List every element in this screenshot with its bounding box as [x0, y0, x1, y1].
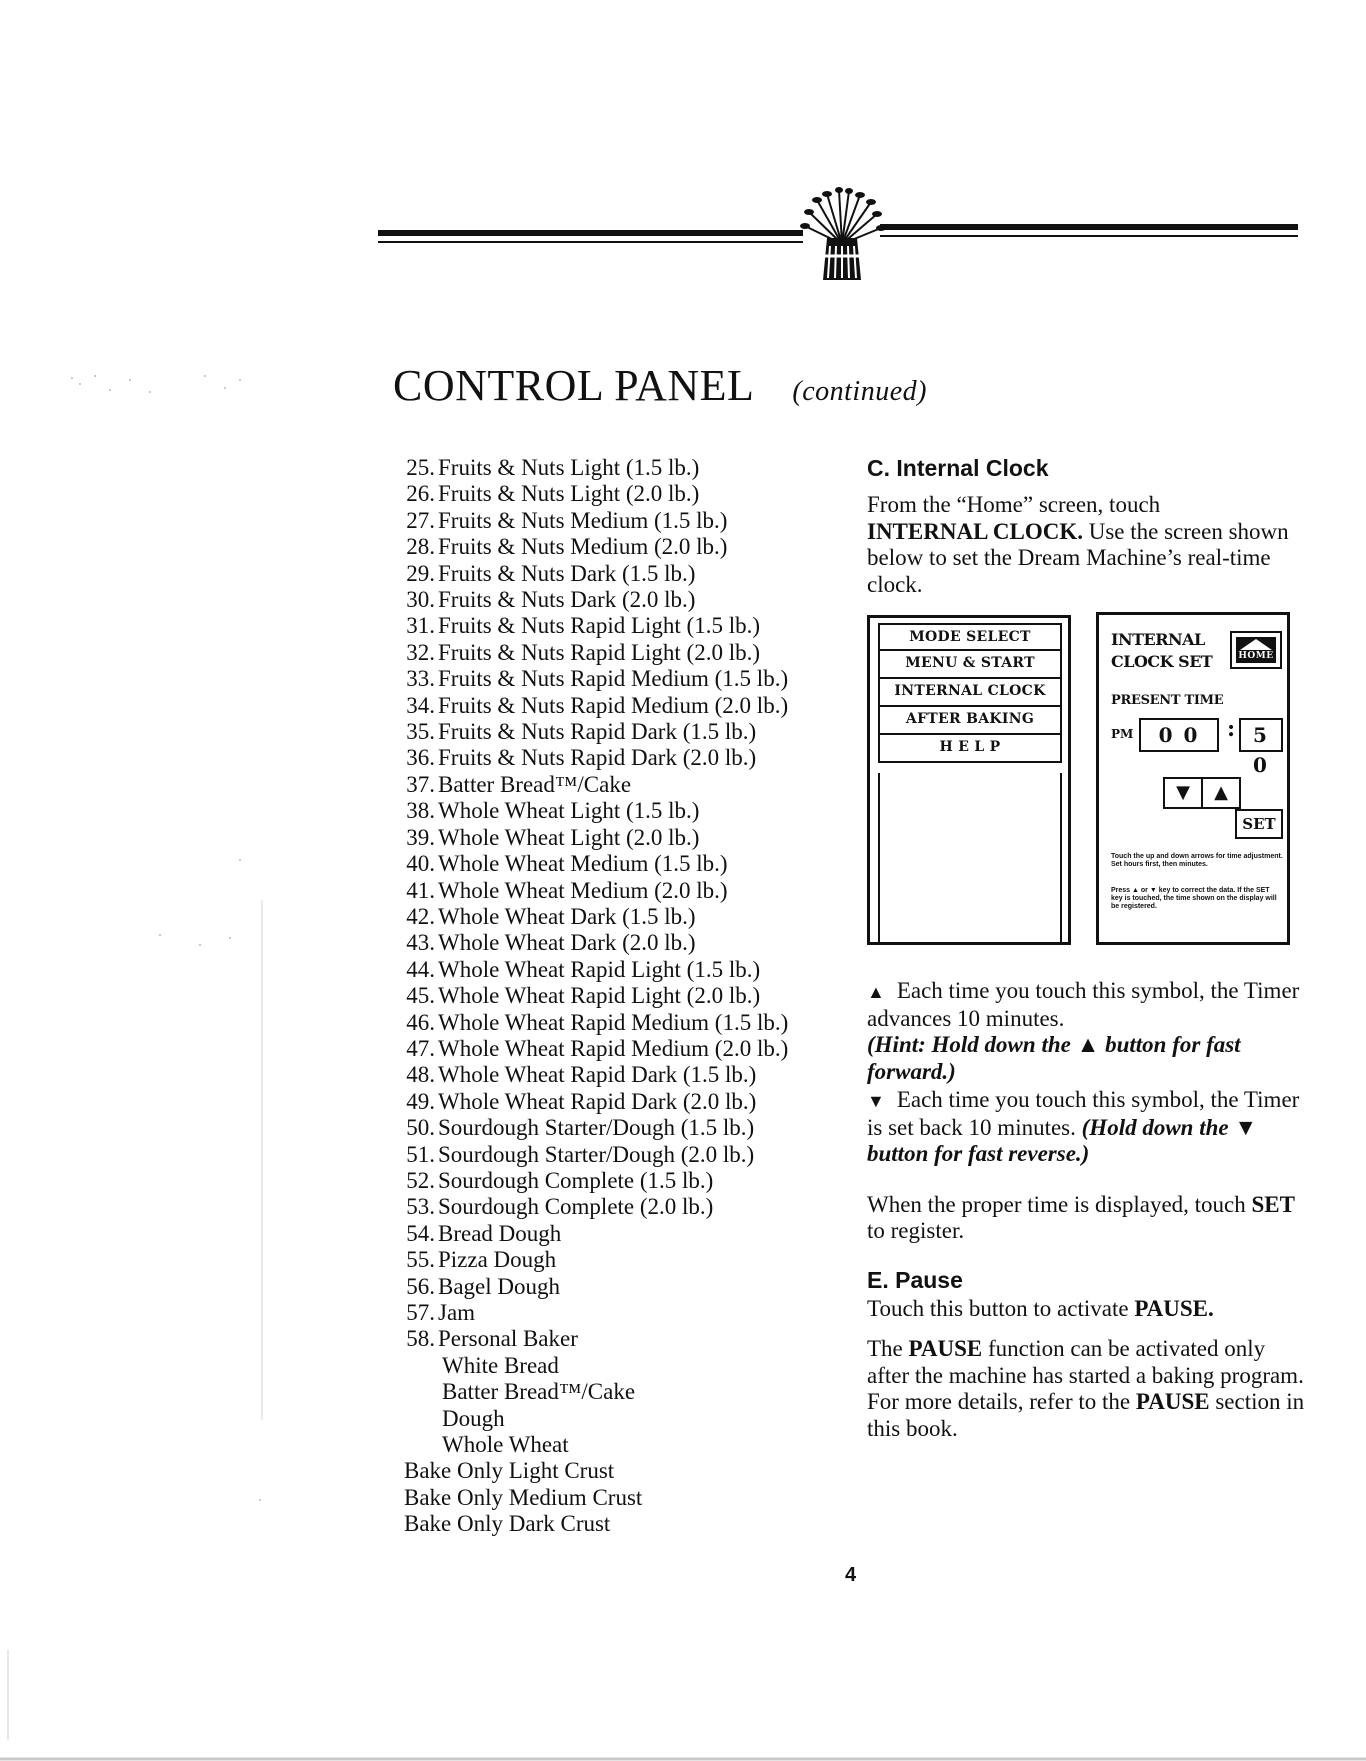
list-item-label: Fruits & Nuts Rapid Dark (2.0 lb.) — [438, 745, 757, 771]
list-item-number: 58. — [406, 1326, 435, 1352]
list-item-label: Whole Wheat Rapid Medium (2.0 lb.) — [438, 1035, 789, 1061]
list-item-label: Pizza Dough — [438, 1247, 557, 1273]
ampm-indicator: PM — [1111, 727, 1134, 741]
time-colon: : — [1227, 716, 1236, 742]
list-item-number: 57. — [406, 1300, 435, 1325]
menu-start-button[interactable]: MENU & START — [878, 651, 1062, 679]
list-item-label: Whole Wheat Rapid Light (1.5 lb.) — [438, 956, 761, 982]
list-item-number: 48. — [406, 1062, 435, 1088]
list-item-label: Fruits & Nuts Rapid Light (2.0 lb.) — [438, 639, 760, 665]
list-item-number: 54. — [406, 1220, 435, 1246]
list-item-number: 34. — [406, 692, 435, 718]
hours-display: 0 0 — [1139, 718, 1219, 752]
section-title-pause: E. Pause — [867, 1266, 963, 1293]
list-item-label: Fruits & Nuts Dark (2.0 lb.) — [438, 587, 696, 613]
list-item-label: Whole Wheat Light (2.0 lb.) — [438, 824, 700, 850]
after-baking-button[interactable]: AFTER BAKING — [878, 707, 1062, 735]
up-arrow-hint: (Hint: Hold down the ▲ button for fast forward.) — [867, 1032, 1241, 1084]
list-item: Bake Only Light Crust — [404, 1458, 615, 1484]
list-item-label: Bread Dough — [438, 1220, 562, 1246]
list-item: Dough — [442, 1405, 505, 1431]
minutes-display: 5 0 — [1239, 718, 1283, 752]
page-number: 4 — [845, 1564, 857, 1586]
page-title: CONTROL PANEL — [393, 361, 755, 410]
list-item-number: 38. — [406, 798, 435, 824]
list-item-label: Whole Wheat Dark (1.5 lb.) — [438, 903, 696, 929]
register-instruction: When the proper time is displayed, touch SET to register. — [867, 1191, 1295, 1243]
down-arrow-hint: (Hold down the ▼ button for fast reverse.) — [867, 1114, 1258, 1166]
list-item: Whole Wheat — [442, 1432, 569, 1458]
list-item-label: Sourdough Complete (1.5 lb.) — [438, 1167, 714, 1193]
present-time-label: PRESENT TIME — [1111, 693, 1224, 708]
list-item-label: Whole Wheat Light (1.5 lb.) — [438, 798, 700, 824]
list-item: Bake Only Dark Crust — [404, 1511, 611, 1537]
list-item-number: 53. — [406, 1194, 435, 1220]
list-item-label: Whole Wheat Rapid Light (2.0 lb.) — [438, 983, 761, 1009]
list-item-number: 36. — [406, 745, 435, 771]
list-item-number: 25. — [406, 455, 435, 480]
down-triangle-icon: ▼ — [867, 1091, 885, 1111]
list-item-label: Fruits & Nuts Rapid Dark (1.5 lb.) — [438, 719, 757, 745]
list-item-label: Personal Baker — [438, 1326, 578, 1352]
list-item-label: Fruits & Nuts Rapid Light (1.5 lb.) — [438, 613, 760, 639]
up-arrow-button[interactable]: ▲ — [1201, 777, 1241, 809]
clock-screen-title: INTERNAL CLOCK SET — [1111, 630, 1213, 671]
list-item-number: 49. — [406, 1088, 435, 1114]
set-button[interactable]: SET — [1235, 809, 1283, 839]
list-item: Batter Bread™/Cake — [442, 1379, 636, 1405]
list-item-number: 30. — [406, 587, 435, 613]
list-item-number: 35. — [406, 719, 435, 745]
list-item-label: Sourdough Complete (2.0 lb.) — [438, 1194, 714, 1220]
list-item-number: 41. — [406, 877, 435, 903]
list-item-number: 43. — [406, 930, 435, 956]
mode-select-button[interactable]: MODE SELECT — [878, 623, 1062, 651]
list-item-number: 33. — [406, 666, 435, 692]
list-item-number: 40. — [406, 851, 435, 877]
list-item-label: Whole Wheat Dark (2.0 lb.) — [438, 930, 696, 956]
list-item-number: 44. — [406, 956, 435, 982]
continued-label: (continued) — [792, 376, 927, 407]
list-item: Bake Only Medium Crust — [404, 1484, 643, 1510]
list-item-number: 27. — [406, 507, 435, 533]
list-item: White Bread — [442, 1352, 559, 1378]
clock-help-text-2: Press ▲ or ▼ key to correct the data. If the SET key is touched, the time shown on the display will be registered. — [1111, 887, 1277, 910]
list-item-label: Whole Wheat Rapid Dark (1.5 lb.) — [438, 1062, 757, 1088]
list-item-label: Whole Wheat Rapid Dark (2.0 lb.) — [438, 1088, 757, 1114]
internal-clock-intro: From the “Home” screen, touch INTERNAL CLOCK. Use the screen shown below to set the Dream Machine’s real-time clock. — [867, 492, 1289, 597]
list-item-number: 51. — [406, 1141, 435, 1167]
list-item-label: Bagel Dough — [438, 1273, 561, 1299]
list-item-label: Batter Bread™/Cake — [438, 771, 632, 797]
list-item-label: Fruits & Nuts Rapid Medium (1.5 lb.) — [438, 666, 789, 692]
list-item-number: 46. — [406, 1009, 435, 1035]
pause-details: The PAUSE function can be activated only after the machine has started a baking program. For more details, refer to the PAUSE section in this book. — [867, 1336, 1305, 1441]
list-item-number: 39. — [406, 824, 435, 850]
list-item-label: Fruits & Nuts Light (2.0 lb.) — [438, 481, 700, 507]
up-triangle-icon: ▲ — [867, 982, 885, 1002]
list-item-number: 32. — [406, 639, 435, 665]
down-arrow-button[interactable]: ▼ — [1163, 777, 1203, 809]
section-title-internal-clock: C. Internal Clock — [867, 455, 1049, 481]
pause-instruction: Touch this button to activate PAUSE. — [867, 1295, 1214, 1321]
list-item-number: 47. — [406, 1035, 435, 1061]
list-item-number: 42. — [406, 903, 435, 929]
list-item-label: Whole Wheat Rapid Medium (1.5 lb.) — [438, 1009, 789, 1035]
down-arrow-explanation: ▼ Each time you touch this symbol, the Timer is set back 10 minutes. (Hold down the ▼ button for fast reverse.) — [867, 1087, 1300, 1166]
list-item-label: Fruits & Nuts Rapid Medium (2.0 lb.) — [438, 692, 789, 718]
list-item-number: 50. — [406, 1115, 435, 1141]
list-item-label: Fruits & Nuts Dark (1.5 lb.) — [438, 560, 696, 586]
home-icon: HOME — [1236, 637, 1276, 663]
list-item-number: 37. — [406, 771, 435, 797]
list-item-number: 29. — [406, 560, 435, 586]
list-item-label: Sourdough Starter/Dough (1.5 lb.) — [438, 1115, 755, 1141]
list-item-label: Fruits & Nuts Medium (2.0 lb.) — [438, 534, 728, 560]
list-item-number: 28. — [406, 534, 435, 560]
list-item-label: Jam — [438, 1300, 476, 1325]
list-item-label: Whole Wheat Medium (2.0 lb.) — [438, 877, 728, 903]
list-item-number: 55. — [406, 1247, 435, 1273]
list-item-label: Sourdough Starter/Dough (2.0 lb.) — [438, 1141, 755, 1167]
help-button[interactable]: H E L P — [878, 735, 1062, 763]
list-item-number: 56. — [406, 1273, 435, 1299]
list-item-number: 31. — [406, 613, 435, 639]
clock-help-text-1: Touch the up and down arrows for time adjustment. Set hours first, then minutes. — [1111, 853, 1283, 868]
internal-clock-button[interactable]: INTERNAL CLOCK — [878, 679, 1062, 707]
up-arrow-explanation: ▲ Each time you touch this symbol, the Timer advances 10 minutes. (Hint: Hold down the ▲ button for fast forward.) — [867, 978, 1300, 1084]
list-item-number: 26. — [406, 481, 435, 507]
list-item-label: Whole Wheat Medium (1.5 lb.) — [438, 851, 728, 877]
list-item-number: 45. — [406, 983, 435, 1009]
list-item-number: 52. — [406, 1167, 435, 1193]
list-item-label: Fruits & Nuts Light (1.5 lb.) — [438, 455, 700, 480]
list-item-label: Fruits & Nuts Medium (1.5 lb.) — [438, 507, 728, 533]
